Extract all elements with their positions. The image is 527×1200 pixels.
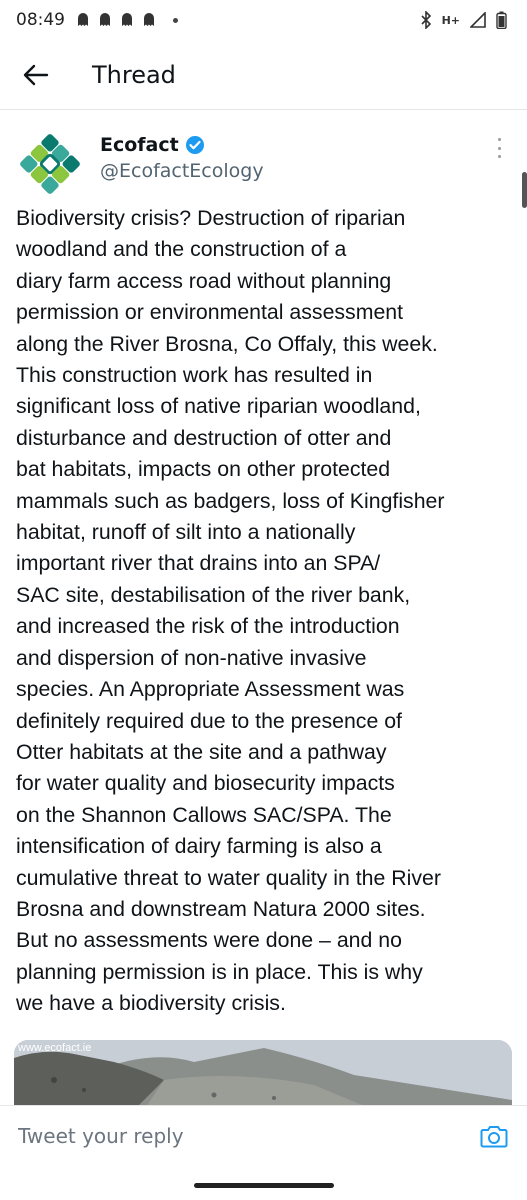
tweet-text-line: Biodiversity crisis? Destruction of riparian bbox=[16, 206, 406, 230]
ghost-icon bbox=[75, 12, 91, 28]
scrollbar-thumb[interactable] bbox=[522, 172, 527, 208]
status-bar bbox=[0, 0, 527, 40]
avatar[interactable] bbox=[18, 132, 82, 196]
tweet-text-line: along the River Brosna, Co Offaly, this week. bbox=[16, 331, 438, 356]
system-nav-bar bbox=[0, 1165, 527, 1200]
verified-badge-icon bbox=[185, 135, 205, 155]
tweet-author-row bbox=[0, 110, 527, 200]
tweet-text bbox=[16, 203, 516, 1020]
tweet-text-line: This construction work has resulted in bbox=[16, 363, 373, 388]
tweet-text-line: bat habitats, impacts on other protected bbox=[16, 457, 391, 482]
back-button[interactable] bbox=[16, 55, 56, 95]
tweet-text-line: woodland and the construction of a bbox=[16, 237, 347, 262]
tweet-text-line: SAC site, destabilisation of the river bank, bbox=[16, 582, 411, 607]
tweet-text-line: on the Shannon Callows SAC/SPA. The bbox=[16, 802, 392, 827]
arrow-left-icon bbox=[23, 64, 49, 86]
bluetooth-icon bbox=[420, 11, 432, 29]
tweet-text-line: definitely required due to the presence of bbox=[16, 708, 402, 733]
tweet-text-line: and increased the risk of the introduction bbox=[16, 614, 400, 639]
tweet-text-line: intensification of dairy farming is also a bbox=[16, 834, 382, 859]
status-time: 08:49 bbox=[16, 10, 65, 30]
signal-hplus-icon: H+ bbox=[441, 13, 460, 27]
tweet-media-image[interactable] bbox=[14, 1040, 512, 1110]
battery-icon bbox=[496, 11, 507, 29]
tweet-text-line: species. An Appropriate Assessment was bbox=[16, 677, 405, 702]
cell-signal-icon bbox=[470, 12, 486, 28]
status-right bbox=[420, 11, 507, 29]
page-title: Thread bbox=[92, 60, 176, 89]
tweet-text-line: cumulative threat to water quality in the River bbox=[16, 865, 441, 890]
tweet-text-line: diary farm access road without planning bbox=[16, 268, 392, 293]
tweet-text-line: permission or environmental assessment bbox=[16, 300, 404, 325]
author-handle[interactable]: @EcofactEcology bbox=[100, 160, 264, 182]
app-bar bbox=[0, 40, 527, 110]
tweet-text-line: habitat, runoff of silt into a nationally bbox=[16, 520, 356, 545]
tweet-text-line: and dispersion of non-native invasive bbox=[16, 645, 367, 670]
ghost-icon bbox=[119, 12, 135, 28]
reply-bar bbox=[0, 1105, 527, 1165]
tweet-text-line: mammals such as badgers, loss of Kingfisher bbox=[16, 488, 445, 513]
tweet-text-line: significant loss of native riparian woodland, bbox=[16, 394, 421, 419]
more-dot-icon bbox=[498, 138, 501, 141]
author-name-wrap bbox=[100, 134, 205, 156]
camera-button[interactable] bbox=[479, 1121, 509, 1151]
tweet-text-line: Brosna and downstream Natura 2000 sites. bbox=[16, 896, 426, 921]
media-watermark: www.ecofact.ie bbox=[18, 1042, 92, 1054]
tweet-text-line: we have a biodiversity crisis. bbox=[16, 991, 286, 1016]
tweet bbox=[0, 110, 527, 200]
gesture-handle[interactable] bbox=[194, 1183, 334, 1188]
status-left bbox=[16, 10, 178, 30]
tweet-text-line: disturbance and destruction of otter and bbox=[16, 425, 392, 450]
tweet-text-line: important river that drains into an SPA/ bbox=[16, 551, 381, 576]
tweet-text-line: But no assessments were done – and no bbox=[16, 928, 402, 953]
more-options-button[interactable] bbox=[489, 138, 509, 158]
tweet-text-line: for water quality and biosecurity impacts bbox=[16, 771, 395, 796]
more-dot-icon bbox=[498, 155, 501, 158]
dot-icon bbox=[173, 18, 178, 23]
tweet-text-line: planning permission is in place. This is why bbox=[16, 959, 423, 984]
ghost-icon bbox=[141, 12, 157, 28]
more-dot-icon bbox=[498, 147, 501, 150]
ghost-icon bbox=[97, 12, 113, 28]
camera-icon bbox=[480, 1123, 508, 1149]
author-name[interactable]: Ecofact bbox=[100, 134, 179, 156]
reply-input[interactable] bbox=[16, 1123, 440, 1149]
tweet-text-line: Otter habitats at the site and a pathway bbox=[16, 739, 387, 764]
